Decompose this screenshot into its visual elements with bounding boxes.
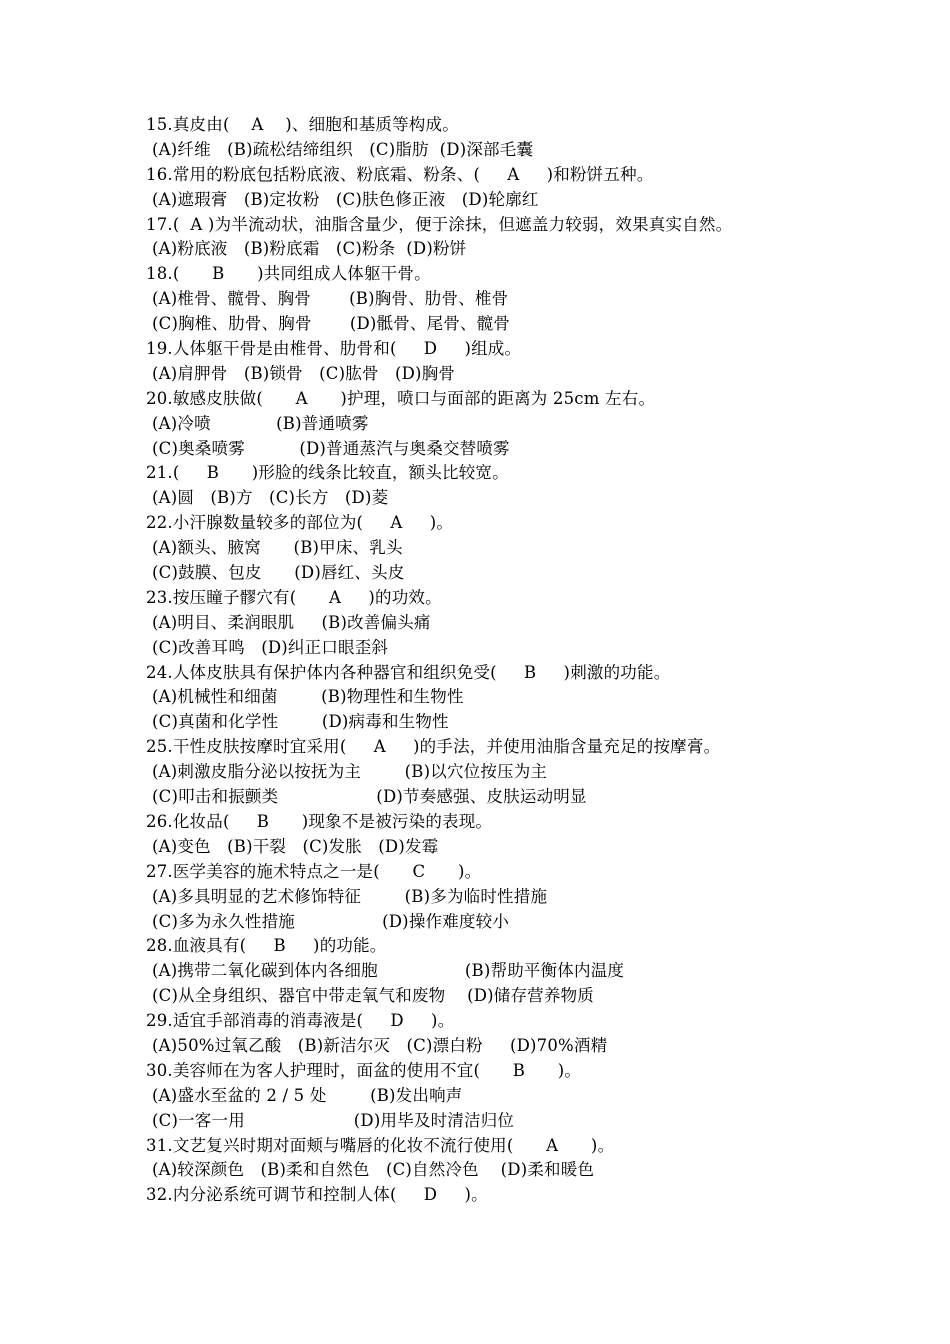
answer-options: (C)真菌和化学性 (D)病毒和生物性 — [152, 712, 449, 732]
question-stem: 15.真皮由( A )、细胞和基质等构成。 — [146, 115, 459, 134]
answer-options: (C)鼓膜、包皮 (D)唇红、头皮 — [152, 563, 405, 583]
answer-options: (A)机械性和细菌 (B)物理性和生物性 — [152, 687, 464, 707]
question-stem: 24.人体皮肤具有保护体内各种器官和组织免受( B )刺激的功能。 — [146, 662, 671, 682]
answer-options: (A)盛水至盆的 2 / 5 处 (B)发出响声 — [152, 1085, 463, 1105]
question-stem: 19.人体躯干骨是由椎骨、肋骨和( D )组成。 — [146, 339, 522, 359]
answer-options: (A)携带二氧化碳到体内各细胞 (B)帮助平衡体内温度 — [152, 961, 625, 981]
question-stem: 29.适宜手部消毒的消毒液是( D )。 — [146, 1011, 455, 1031]
answer-options: (A)纤维 (B)疏松结缔组织 (C)脂肪 (D)深部毛囊 — [152, 139, 534, 159]
answer-options: (C)一客一用 (D)用毕及时清洁归位 — [152, 1110, 515, 1130]
answer-options: (C)改善耳鸣 (D)纠正口眼歪斜 — [152, 637, 389, 657]
answer-options: (C)胸椎、肋骨、胸骨 (D)骶骨、尾骨、髋骨 — [152, 314, 511, 334]
question-stem: 21.( B )形脸的线条比较直，额头比较宽。 — [146, 463, 509, 483]
answer-options: (C)多为永久性措施 (D)操作难度较小 — [152, 911, 510, 931]
question-stem: 32.内分泌系统可调节和控制人体( D )。 — [146, 1185, 488, 1205]
question-stem: 20.敏感皮肤做( A )护理，喷口与面部的距离为 25cm 左右。 — [146, 388, 656, 408]
question-list — [146, 113, 906, 1208]
answer-options: (C)从全身组织、器官中带走氧气和废物 (D)储存营养物质 — [152, 986, 594, 1006]
question-stem: 17.( A )为半流动状，油脂含量少，便于涂抹，但遮盖力较弱，效果真实自然。 — [146, 214, 733, 234]
answer-options: (A)冷喷 (B)普通喷雾 — [152, 413, 369, 433]
answer-options: (A)粉底液 (B)粉底霜 (C)粉条 (D)粉饼 — [152, 239, 467, 259]
question-stem: 16.常用的粉底包括粉底液、粉底霜、粉条、( A )和粉饼五种。 — [146, 164, 654, 184]
question-stem: 23.按压瞳子髎穴有( A )的功效。 — [146, 587, 442, 607]
answer-options: (A)明目、柔润眼肌 (B)改善偏头痛 — [152, 612, 431, 632]
answer-options: (A)50%过氧乙酸 (B)新洁尔灭 (C)漂白粉 (D)70%酒精 — [152, 1035, 608, 1055]
answer-options: (A)肩胛骨 (B)锁骨 (C)肱骨 (D)胸骨 — [152, 363, 456, 383]
question-stem: 25.干性皮肤按摩时宜采用( A )的手法，并使用油脂含量充足的按摩膏。 — [146, 737, 721, 757]
answer-options: (A)刺激皮脂分泌以按抚为主 (B)以穴位按压为主 — [152, 762, 548, 782]
answer-options: (C)奥桑喷雾 (D)普通蒸汽与奥桑交替喷雾 — [152, 438, 510, 458]
answer-options: (A)额头、腋窝 (B)甲床、乳头 — [152, 538, 403, 558]
answer-options: (A)变色 (B)干裂 (C)发胀 (D)发霉 — [152, 836, 439, 856]
answer-options: (A)多具明显的艺术修饰特征 (B)多为临时性措施 — [152, 886, 548, 906]
answer-options: (A)较深颜色 (B)柔和自然色 (C)自然冷色 (D)柔和暖色 — [152, 1160, 595, 1180]
question-stem: 30.美容师在为客人护理时，面盆的使用不宜( B )。 — [146, 1060, 582, 1080]
answer-options: (A)椎骨、髋骨、胸骨 (B)胸骨、肋骨、椎骨 — [152, 289, 509, 309]
question-stem: 31.文艺复兴时期对面颊与嘴唇的化妆不流行使用( A )。 — [146, 1135, 615, 1155]
answer-options: (A)圆 (B)方 (C)长方 (D)菱 — [152, 488, 389, 508]
question-stem: 26.化妆品( B )现象不是被污染的表现。 — [146, 811, 493, 831]
question-stem: 28.血液具有( B )的功能。 — [146, 936, 387, 956]
question-stem: 22.小汗腺数量较多的部位为( A )。 — [146, 513, 454, 533]
question-stem: 18.( B )共同组成人体躯干骨。 — [146, 264, 431, 284]
question-stem: 27.医学美容的施术特点之一是( C )。 — [146, 861, 482, 881]
answer-options: (A)遮瑕膏 (B)定妆粉 (C)肤色修正液 (D)轮廓红 — [152, 189, 539, 209]
answer-options: (C)叩击和振颤类 (D)节奏感强、皮肤运动明显 — [152, 787, 587, 807]
